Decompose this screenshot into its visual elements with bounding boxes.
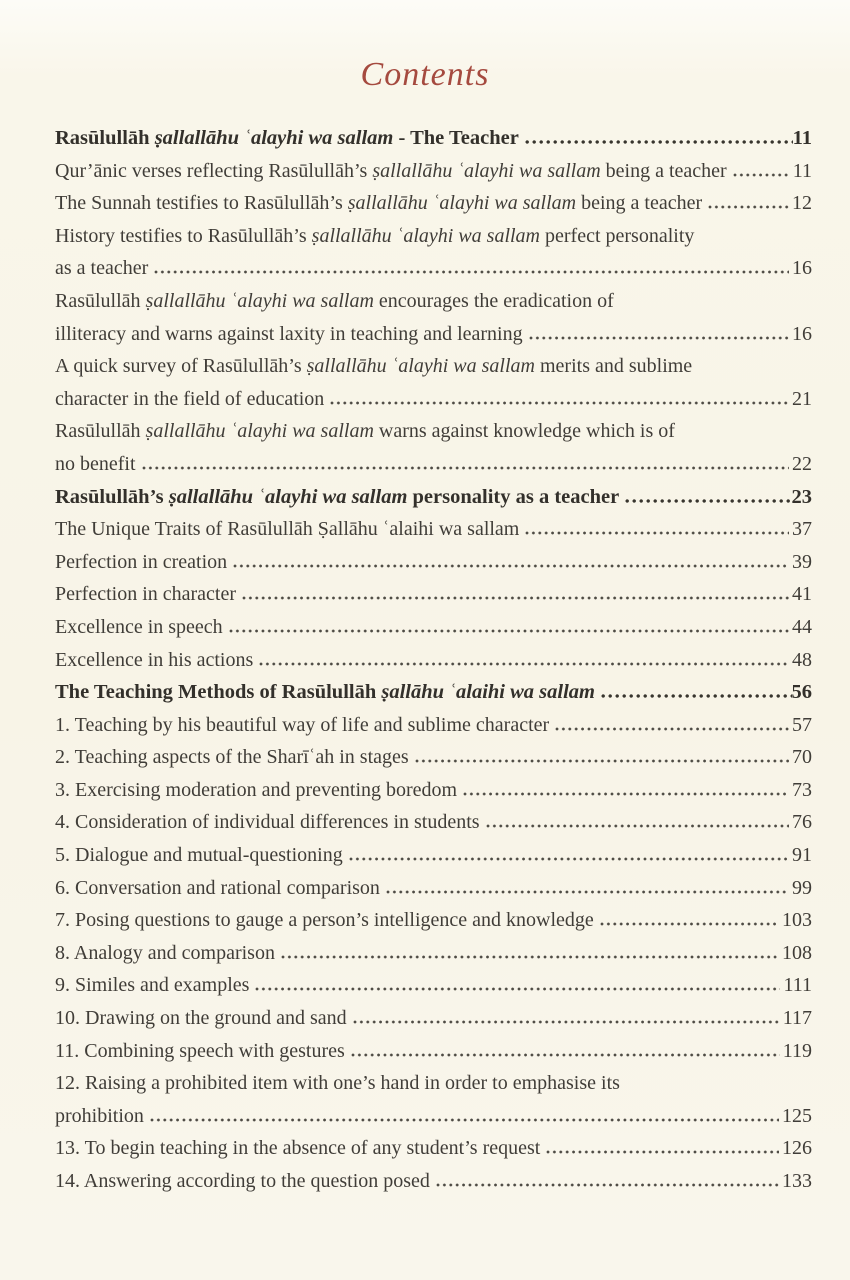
- toc-entry-text: [55, 578, 236, 611]
- toc-line: [55, 904, 812, 937]
- entry-text-segment: 12. Raising a prohibited item with one’s hand in order to emphasise its: [55, 1072, 620, 1095]
- toc-line: [55, 741, 812, 774]
- toc-line: [55, 644, 812, 677]
- page-number: 41: [792, 583, 812, 606]
- page-number: 48: [792, 648, 812, 671]
- dot-leader: [242, 596, 789, 600]
- toc-line: [55, 448, 812, 481]
- entry-text-segment: Rasūlullāh: [55, 127, 155, 149]
- toc-entry-text: [55, 318, 523, 351]
- toc-line: [55, 611, 812, 644]
- entry-text-segment: 11. Combining speech with gestures: [55, 1039, 345, 1062]
- toc-entry-text: [55, 644, 253, 677]
- entry-text-segment: being a teacher: [600, 159, 727, 182]
- entry-text-segment: prohibition: [55, 1104, 144, 1127]
- toc-entry-text: [55, 415, 675, 448]
- honorific-italic-text: ṣallallāhu ʿalayhi wa sallam: [145, 420, 374, 443]
- dot-leader: [601, 694, 792, 698]
- entry-text-segment: History testifies to Rasūlullāh’s: [55, 224, 312, 247]
- entry-text-segment: 4. Consideration of individual differences in students: [55, 811, 480, 834]
- dot-leader: [555, 727, 789, 731]
- dot-leader: [708, 205, 789, 209]
- toc-line: [55, 969, 812, 1002]
- toc-entry-text: [55, 122, 519, 155]
- entry-text-segment: The Sunnah testifies to Rasūlullāh’s: [55, 192, 348, 215]
- entry-text-segment: illiteracy and warns against laxity in teaching and learning: [55, 322, 523, 345]
- dot-leader: [546, 1150, 779, 1154]
- toc-entry-text: [55, 220, 694, 253]
- toc-entry-text: [55, 513, 519, 546]
- toc-entry-text: [55, 904, 594, 937]
- toc-entry-text: [55, 709, 549, 742]
- toc-line: [55, 1132, 812, 1165]
- page-number: 12: [792, 192, 812, 215]
- toc-entry-text: [55, 350, 692, 383]
- dot-leader: [733, 173, 790, 177]
- toc-entry-text: [55, 1067, 620, 1100]
- toc-line: [55, 350, 812, 383]
- entry-text-segment: Rasūlullāh’s: [55, 485, 169, 508]
- page-number: 76: [792, 811, 812, 834]
- entry-text-segment: Perfection in character: [55, 583, 237, 606]
- page-number: 91: [792, 844, 812, 867]
- honorific-italic-text: ṣallallāhu ʿalayhi wa sallam: [372, 159, 601, 182]
- dot-leader: [529, 336, 789, 340]
- dot-leader: [386, 890, 789, 894]
- honorific-italic-text: ṣallallāhu ʿalayhi wa sallam: [168, 485, 408, 508]
- entry-text-segment: 6. Conversation and rational comparison: [55, 876, 380, 899]
- toc-line: [55, 1165, 812, 1198]
- dot-leader: [625, 499, 791, 503]
- entry-text-segment: Qur’ānic verses reflecting Rasūlullāh’s: [55, 159, 373, 182]
- dot-leader: [463, 792, 789, 796]
- honorific-italic-text: ṣallallāhu ʿalayhi wa sallam: [154, 127, 394, 149]
- honorific-italic-text: ṣallallāhu ʿalayhi wa sallam: [306, 355, 535, 378]
- toc-line: [55, 546, 812, 579]
- entry-text-segment: 9. Similes and examples: [55, 974, 250, 997]
- page-number: 23: [791, 485, 812, 508]
- dot-leader: [600, 922, 779, 926]
- toc-line: [55, 774, 812, 807]
- entry-text-segment: The Teaching Methods of Rasūlullāh: [55, 681, 382, 704]
- entry-text-segment: Excellence in speech: [55, 615, 223, 638]
- entry-text-segment: 5. Dialogue and mutual-questioning: [55, 844, 343, 867]
- toc-line: [55, 578, 812, 611]
- page-number: 70: [792, 746, 812, 769]
- page-number: 21: [792, 387, 812, 410]
- toc-line: [55, 676, 812, 709]
- toc-line: [55, 806, 812, 839]
- page-number: 119: [782, 1039, 812, 1062]
- page-number: 11: [792, 159, 812, 182]
- entry-text-segment: Perfection in creation: [55, 550, 228, 573]
- page-number: 103: [782, 909, 812, 932]
- toc-entry-text: [55, 252, 148, 285]
- entry-text-segment: 8. Analogy and comparison: [55, 941, 275, 964]
- entry-text-segment: 7. Posing questions to gauge a person’s intelligence and knowledge: [55, 909, 594, 932]
- table-of-contents: [55, 122, 812, 1198]
- page-title: Contents: [360, 56, 490, 93]
- toc-line: [55, 220, 812, 253]
- toc-entry-text: [55, 383, 324, 416]
- dot-leader: [351, 1053, 780, 1057]
- page-number: 126: [782, 1137, 812, 1160]
- toc-entry-text: [55, 806, 480, 839]
- entry-text-segment: as a teacher: [55, 257, 149, 280]
- toc-entry-text: [55, 611, 223, 644]
- dot-leader: [525, 140, 793, 144]
- toc-line: [55, 513, 812, 546]
- page-number: 16: [792, 257, 812, 280]
- dot-leader: [229, 629, 789, 633]
- page-number: 44: [792, 615, 812, 638]
- dot-leader: [330, 401, 789, 405]
- toc-line: [55, 155, 812, 188]
- toc-entry-text: [55, 448, 136, 481]
- dot-leader: [525, 531, 789, 535]
- toc-entry-text: [55, 969, 249, 1002]
- toc-line: [55, 383, 812, 416]
- entry-text-segment: no benefit: [55, 452, 136, 475]
- toc-entry-text: [55, 741, 409, 774]
- dot-leader: [154, 270, 789, 274]
- toc-entry-text: [55, 676, 595, 709]
- toc-entry-text: [55, 937, 275, 970]
- entry-text-segment: being a teacher: [576, 192, 703, 215]
- page-number: 111: [783, 974, 812, 997]
- page-number: 73: [792, 778, 812, 801]
- page-number: 125: [782, 1104, 812, 1127]
- entry-text-segment: 10. Drawing on the ground and sand: [55, 1007, 347, 1030]
- toc-entry-text: [55, 1132, 540, 1165]
- entry-text-segment: Excellence in his actions: [55, 648, 254, 671]
- toc-line: [55, 252, 812, 285]
- entry-text-segment: A quick survey of Rasūlullāh’s: [55, 355, 307, 378]
- page-number: 11: [792, 127, 812, 149]
- toc-entry-text: [55, 774, 457, 807]
- toc-line: [55, 1002, 812, 1035]
- entry-text-segment: character in the field of education: [55, 387, 325, 410]
- dot-leader: [349, 857, 789, 861]
- dot-leader: [255, 987, 780, 991]
- entry-text-segment: 1. Teaching by his beautiful way of life and sublime character: [55, 713, 550, 736]
- toc-entry-text: [55, 155, 727, 188]
- toc-entry-text: [55, 285, 614, 318]
- entry-text-segment: 3. Exercising moderation and preventing boredom: [55, 778, 458, 801]
- dot-leader: [415, 759, 789, 763]
- dot-leader: [150, 1118, 779, 1122]
- toc-line: [55, 839, 812, 872]
- entry-text-segment: encourages the eradication of: [373, 289, 614, 312]
- entry-text-segment: merits and sublime: [534, 355, 693, 378]
- page-number: 57: [792, 713, 812, 736]
- entry-text-segment: 14. Answering according to the question posed: [55, 1170, 430, 1192]
- toc-entry-text: [55, 546, 227, 579]
- toc-line: [55, 1067, 812, 1100]
- page-number: 22: [792, 452, 812, 475]
- honorific-italic-text: ṣallāhu ʿalaihi wa sallam: [381, 681, 595, 704]
- honorific-italic-text: ṣallallāhu ʿalayhi wa sallam: [311, 224, 540, 247]
- dot-leader: [353, 1020, 780, 1024]
- page-number: 16: [792, 322, 812, 345]
- toc-entry-text: [55, 187, 702, 220]
- dot-leader: [436, 1183, 779, 1187]
- page-number: 99: [792, 876, 812, 899]
- entry-text-segment: Rasūlullāh: [55, 420, 146, 443]
- toc-line: [55, 872, 812, 905]
- toc-line: [55, 415, 812, 448]
- toc-line: [55, 481, 812, 514]
- entry-text-segment: Rasūlullāh: [55, 289, 146, 312]
- toc-entry-text: [55, 839, 343, 872]
- toc-line: [55, 187, 812, 220]
- entry-text-segment: perfect personality: [540, 224, 695, 247]
- toc-entry-text: [55, 1035, 345, 1068]
- dot-leader: [259, 662, 789, 666]
- toc-entry-text: [55, 481, 619, 514]
- page-number: 133: [782, 1170, 812, 1192]
- toc-entry-text: [55, 1165, 430, 1198]
- entry-text-segment: The Unique Traits of Rasūlullāh Ṣallāhu ʿalaihi wa sallam: [55, 518, 520, 541]
- dot-leader: [281, 955, 779, 959]
- toc-line: [55, 1035, 812, 1068]
- page-number: 117: [782, 1007, 812, 1030]
- toc-line: [55, 122, 812, 155]
- toc-line: [55, 1100, 812, 1133]
- toc-entry-text: [55, 1100, 144, 1133]
- dot-leader: [486, 824, 789, 828]
- toc-line: [55, 937, 812, 970]
- toc-entry-text: [55, 1002, 347, 1035]
- entry-text-segment: warns against knowledge which is of: [373, 420, 675, 443]
- entry-text-segment: personality as a teacher: [407, 485, 620, 508]
- dot-leader: [142, 466, 789, 470]
- toc-line: [55, 318, 812, 351]
- page-number: 37: [792, 518, 812, 541]
- page-number: 56: [791, 681, 812, 704]
- honorific-italic-text: ṣallallāhu ʿalayhi wa sallam: [145, 289, 374, 312]
- honorific-italic-text: ṣallallāhu ʿalayhi wa sallam: [347, 192, 577, 215]
- entry-text-segment: - The Teacher: [393, 127, 519, 149]
- page-number: 39: [792, 550, 812, 573]
- toc-entry-text: [55, 872, 380, 905]
- page-number: 108: [782, 941, 812, 964]
- entry-text-segment: 2. Teaching aspects of the Sharīʿah in stages: [55, 746, 409, 769]
- entry-text-segment: 13. To begin teaching in the absence of any student’s request: [55, 1137, 541, 1160]
- toc-line: [55, 709, 812, 742]
- toc-line: [55, 285, 812, 318]
- dot-leader: [233, 564, 789, 568]
